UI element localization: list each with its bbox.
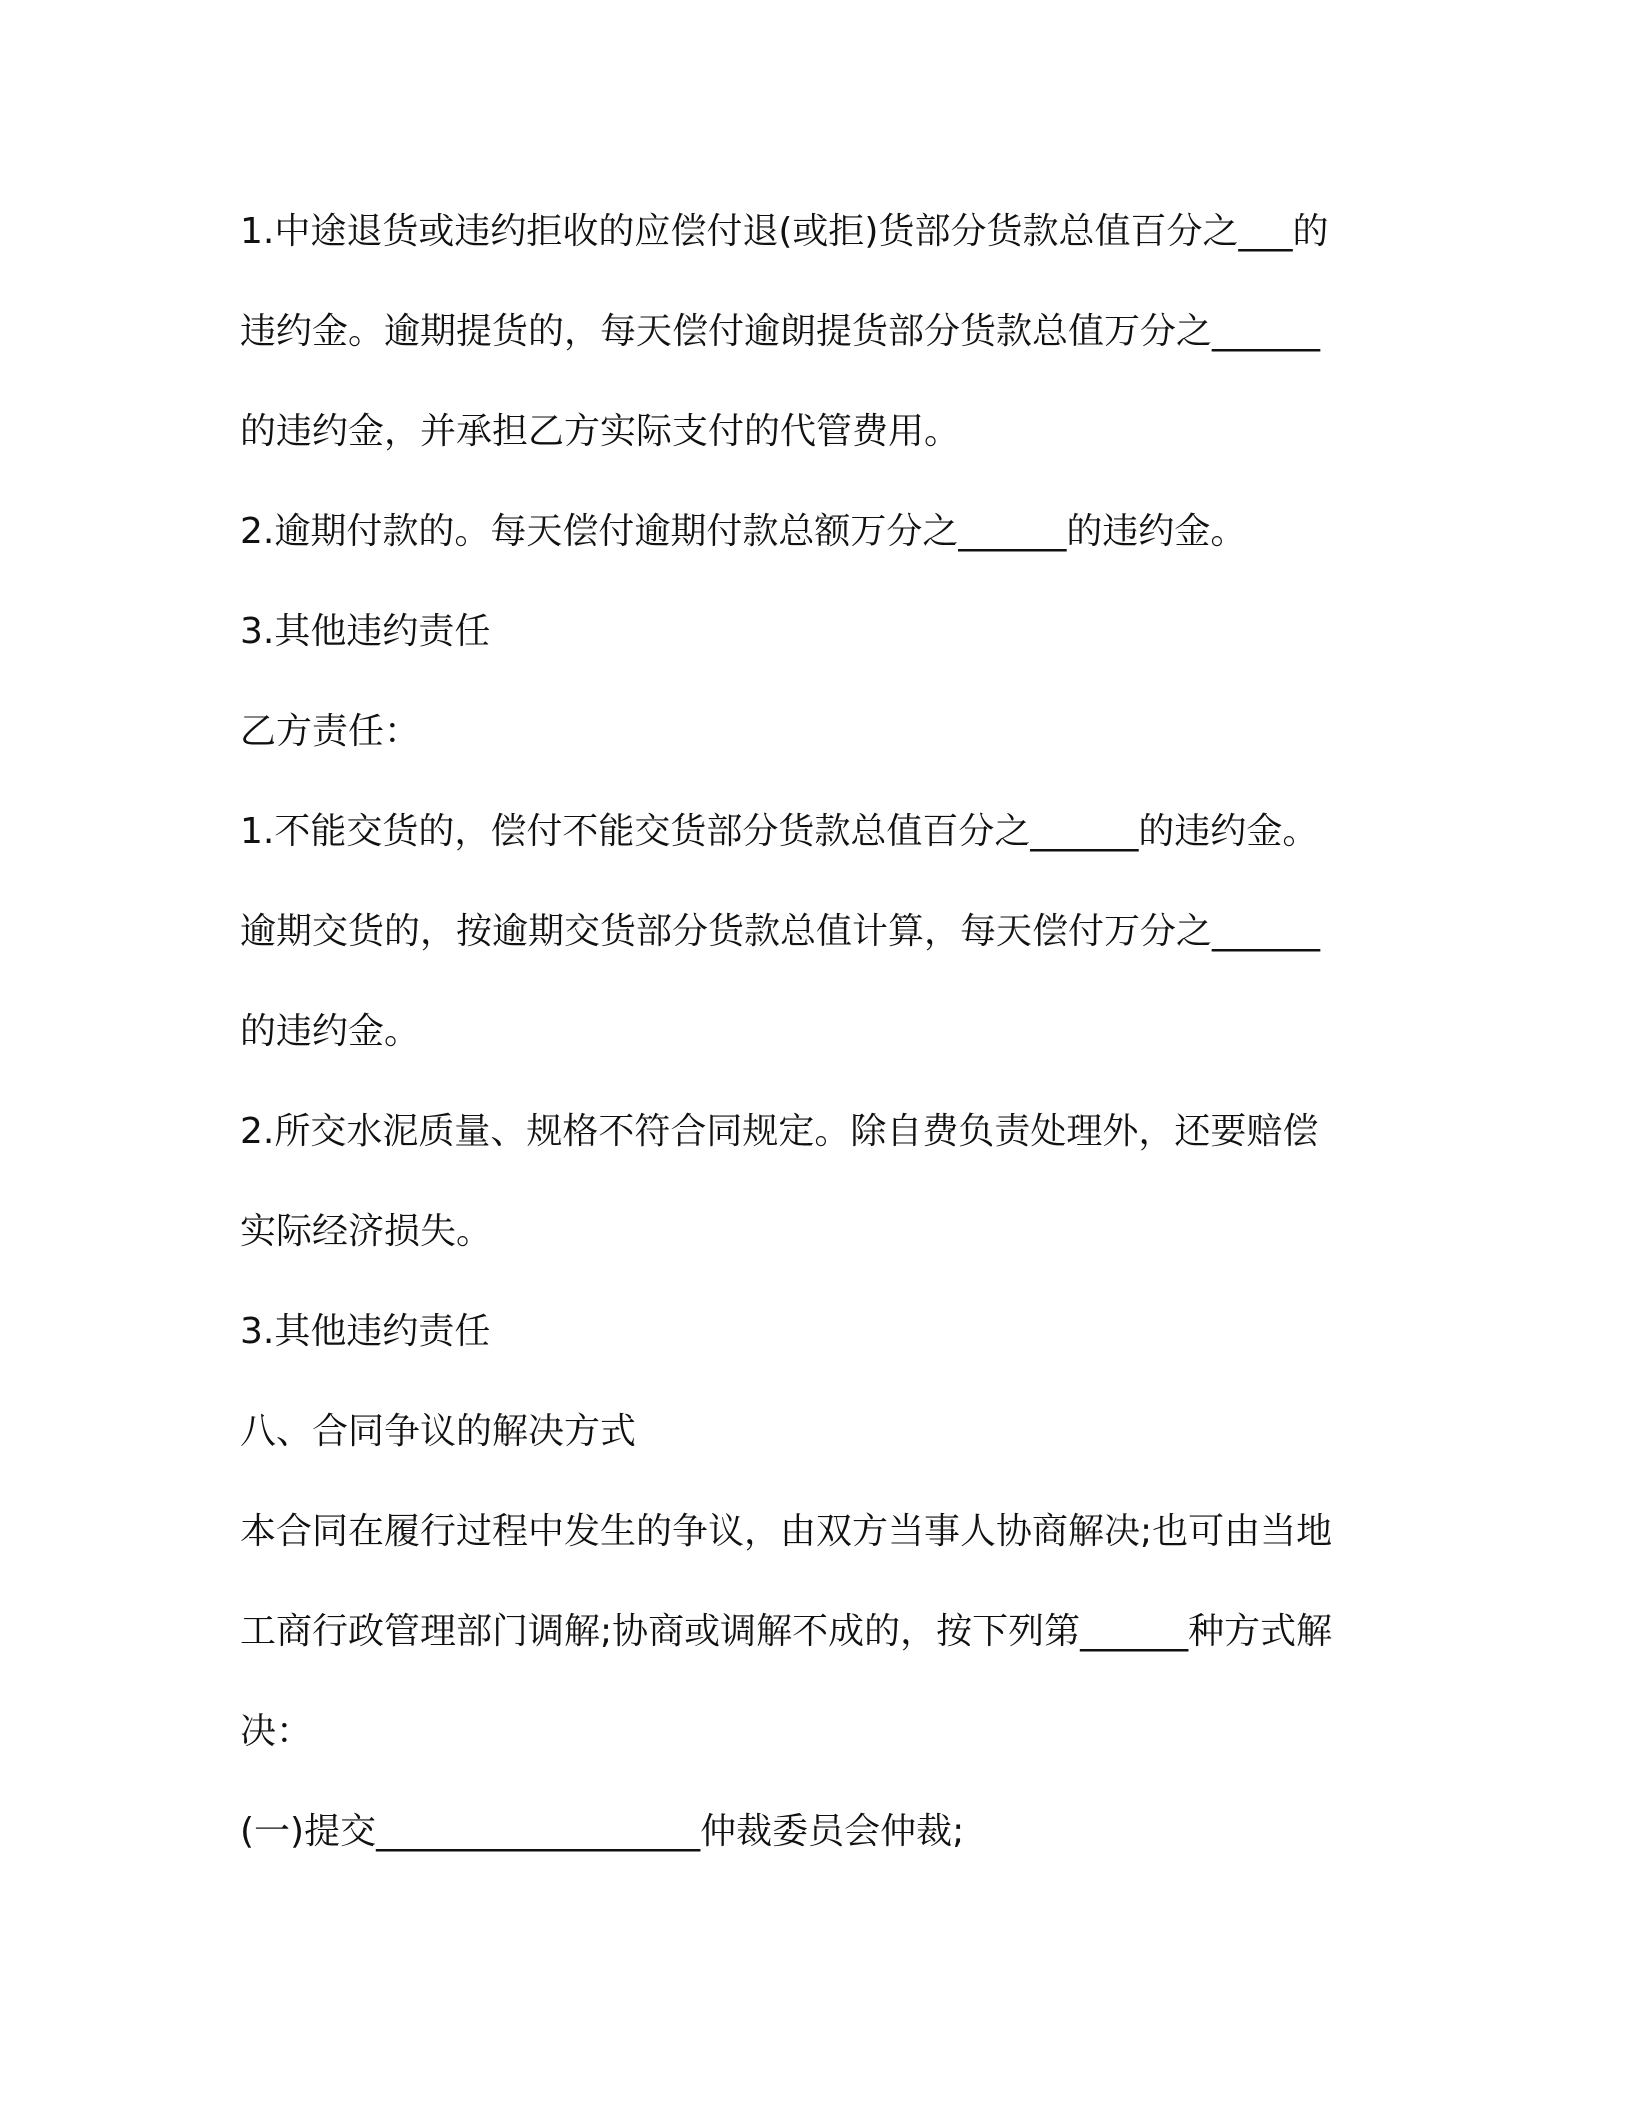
text-line: 1.不能交货的，偿付不能交货部分货款总值百分之______的违约金。 [240,811,1319,852]
text-line: (一)提交__________________仲裁委员会仲裁; [240,1811,965,1852]
text-line: 决： [240,1711,313,1752]
section-heading: 八、合同争议的解决方式 [240,1411,637,1452]
section-heading: 乙方责任： [240,711,421,752]
text-line: 1.中途退货或违约拒收的应偿付退(或拒)货部分货款总值百分之___的 [240,211,1329,252]
text-line: 违约金。逾期提货的，每天偿付逾朗提货部分货款总值万分之______ [240,311,1321,352]
text-line: 本合同在履行过程中发生的争议，由双方当事人协商解决;也可由当地 [240,1511,1333,1552]
text-line: 3.其他违约责任 [240,1311,491,1352]
text-line: 逾期交货的，按逾期交货部分货款总值计算，每天偿付万分之______ [240,911,1321,952]
text-line: 实际经济损失。 [240,1211,493,1252]
text-line: 的违约金。 [240,1011,421,1052]
text-line: 2.逾期付款的。每天偿付逾期付款总额万分之______的违约金。 [240,511,1247,552]
text-line: 的违约金，并承担乙方实际支付的代管费用。 [240,411,961,452]
text-line: 3.其他违约责任 [240,611,491,652]
text-line: 2.所交水泥质量、规格不符合同规定。除自费负责处理外，还要赔偿 [240,1111,1319,1152]
document-body [240,182,1400,1882]
text-line: 工商行政管理部门调解;协商或调解不成的，按下列第______种方式解 [240,1611,1333,1652]
